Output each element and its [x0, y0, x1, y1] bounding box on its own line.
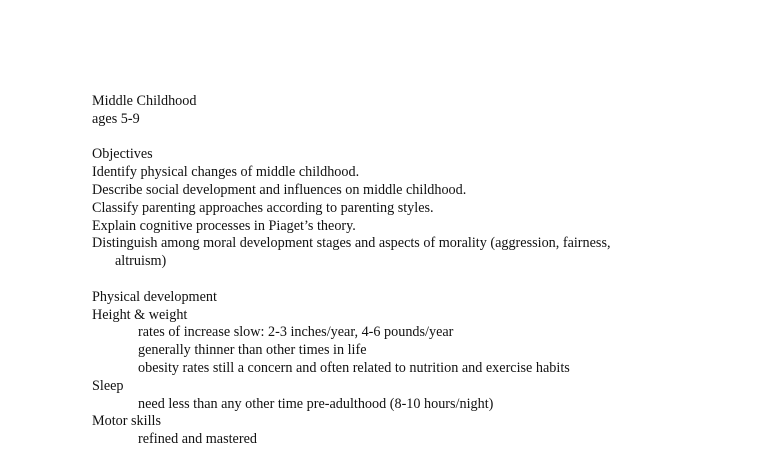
- height-weight-label: Height & weight: [92, 306, 188, 323]
- objective-item: Describe social development and influences on middle childhood.: [92, 181, 467, 198]
- objective-item: Classify parenting approaches according to parenting styles.: [92, 199, 434, 216]
- objectives-heading: Objectives: [92, 146, 153, 163]
- physical-heading: Physical development: [92, 288, 217, 305]
- motor-skills-point: refined and mastered: [138, 431, 257, 448]
- height-weight-point: rates of increase slow: 2-3 inches/year, 4-6 pounds/year: [138, 324, 454, 341]
- objective-item: Explain cognitive processes in Piaget’s theory.: [92, 217, 356, 234]
- motor-skills-label: Motor skills: [92, 413, 161, 430]
- objective-item: Identify physical changes of middle childhood.: [92, 164, 360, 181]
- sleep-label: Sleep: [92, 377, 124, 394]
- age-range: ages 5-9: [92, 110, 140, 127]
- objective-item-continuation: altruism): [115, 253, 167, 270]
- spacer: [92, 129, 772, 147]
- height-weight-point: obesity rates still a concern and often related to nutrition and exercise habits: [138, 359, 570, 376]
- height-weight-point: generally thinner than other times in life: [138, 342, 367, 359]
- sleep-point: need less than any other time pre-adulthood (8-10 hours/night): [138, 395, 494, 412]
- document-title: Middle Childhood: [92, 93, 197, 109]
- objective-item: Distinguish among moral development stages and aspects of morality (aggression, fairness,: [92, 235, 611, 252]
- spacer: [92, 271, 772, 289]
- document-page: [92, 93, 772, 449]
